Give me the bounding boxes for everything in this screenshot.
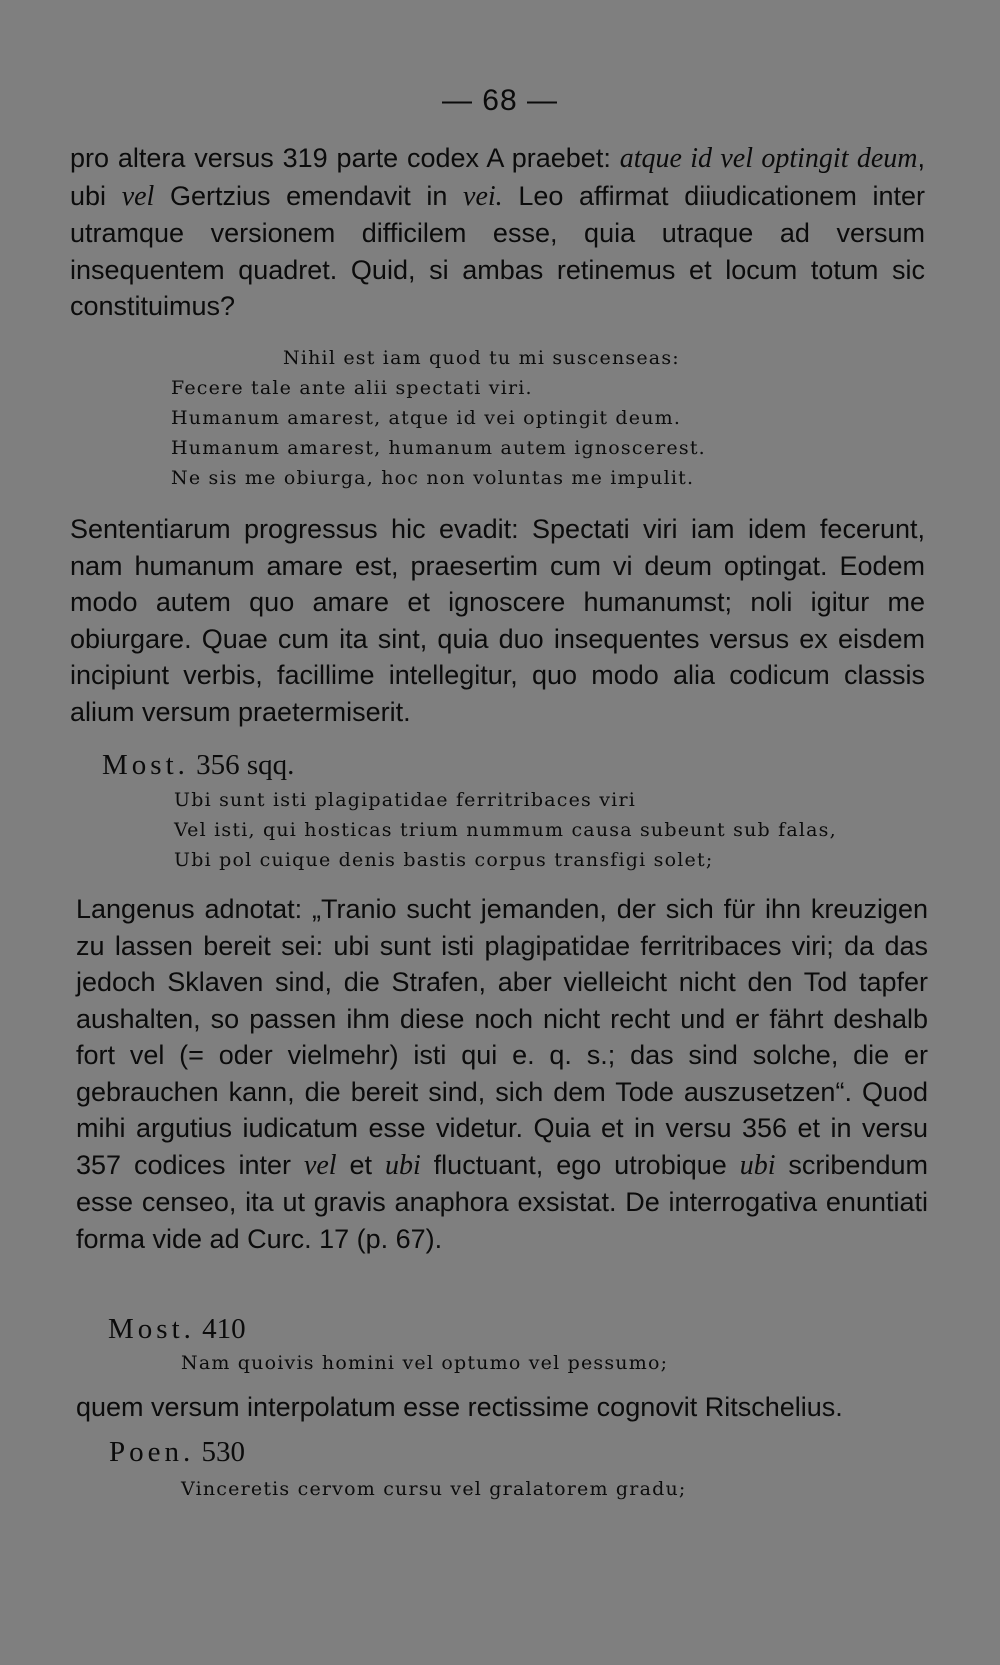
verse-line: Nihil est iam quod tu mi suscenseas:	[283, 347, 680, 369]
paragraph-sententiarum: Sententiarum progressus hic evadit: Spectati viri iam idem fecerunt, nam humanum amare est, praesertim cum vi deum optingat. Eodem modo autem quo amare et ignoscere humanumst; noli igitur me obiurgare. Quae cum ita sint, quia duo insequentes versus ex eisdem incipiunt verbis, facillime intellegitur, quo modo alia codicum classis alium versum praetermiserit.	[70, 514, 925, 727]
langenus-text-2: et	[336, 1149, 385, 1180]
verse-line: Fecere tale ante alii spectati viri.	[171, 377, 533, 399]
reference-most-356	[102, 749, 294, 782]
langenus-text-4: scribendum esse censeo, ita ut gravis anaphora exsistat. De interrogativa enuntiati forma vide ad Curc. 17 (p. 67).	[76, 1149, 928, 1254]
verse-line: Ubi sunt isti plagipatidae ferritribaces viri	[174, 789, 636, 811]
langenus-italic-3: ubi	[739, 1149, 776, 1181]
reference-location: 356 sqq.	[188, 749, 295, 781]
verse-line: Nam quoivis homini vel optumo vel pessumo;	[181, 1352, 669, 1374]
verse-line: Humanum amarest, atque id vei optingit deum.	[171, 407, 682, 429]
langenus-text-1: Langenus adnotat: „Tranio sucht jemanden, der sich für ihn kreuzigen zu lassen bereit sei: ubi sunt isti plagipatidae ferritribaces viri; da das jedoch Sklaven sind, die Strafen, aber vielleicht nicht den Tod tapfer aushalten, so passen ihm diese noch nicht recht und er fährt deshalb fort vel (= oder vielmehr) isti qui e. q. s.; das sind solche, die er gebrauchen kann, die bereit sind, sich dem Tode auszusetzen“. Quod mihi argutius iudicatum esse videtur. Quia et in versu 356 et in versu 357 codices inter	[76, 894, 928, 1180]
langenus-italic-2: ubi	[384, 1149, 421, 1181]
intro-italic-1: atque id vel optingit deum	[619, 143, 918, 174]
intro-text-4: Leo affirmat diiudicationem inter utramque versionem difficilem esse, quia utraque ad versum insequentem quadret. Quid, si ambas retinemus et locum totum sic constituimus?	[70, 180, 925, 321]
page-number: — 68 —	[441, 84, 559, 117]
reference-most-410	[108, 1313, 246, 1346]
verse-line: Ubi pol cuique denis bastis corpus transfigi solet;	[174, 849, 714, 871]
langenus-text-3: fluctuant, ego utrobique	[420, 1149, 740, 1180]
verse-line: Vel isti, qui hosticas trium nummum causa subeunt sub falas,	[174, 819, 837, 841]
verse-line: Ne sis me obiurga, hoc non voluntas me impulit.	[171, 467, 695, 489]
intro-italic-2: vel	[121, 180, 155, 212]
intro-text-3: Gertzius emendavit in	[154, 180, 464, 211]
paragraph-ritschelius: quem versum interpolatum esse rectissime cognovit Ritschelius.	[76, 1392, 843, 1422]
paragraph-langenus	[76, 891, 928, 1257]
verse-line: Humanum amarest, humanum autem ignoscerest.	[171, 437, 706, 459]
reference-name: Most.	[108, 1313, 195, 1345]
langenus-italic-1: vel	[303, 1149, 337, 1181]
paragraph-intro	[70, 140, 925, 325]
intro-text-2: , ubi	[70, 143, 926, 211]
reference-location: 410	[194, 1313, 246, 1345]
reference-poen-530	[109, 1436, 245, 1469]
reference-name: Most.	[102, 749, 189, 781]
intro-text-1: pro altera versus 319 parte codex A praebet:	[70, 143, 620, 173]
intro-italic-3: vei.	[463, 180, 503, 212]
reference-name: Poen.	[109, 1436, 195, 1468]
reference-location: 530	[194, 1436, 245, 1468]
verse-line: Vinceretis cervom cursu vel gralatorem gradu;	[181, 1478, 687, 1500]
